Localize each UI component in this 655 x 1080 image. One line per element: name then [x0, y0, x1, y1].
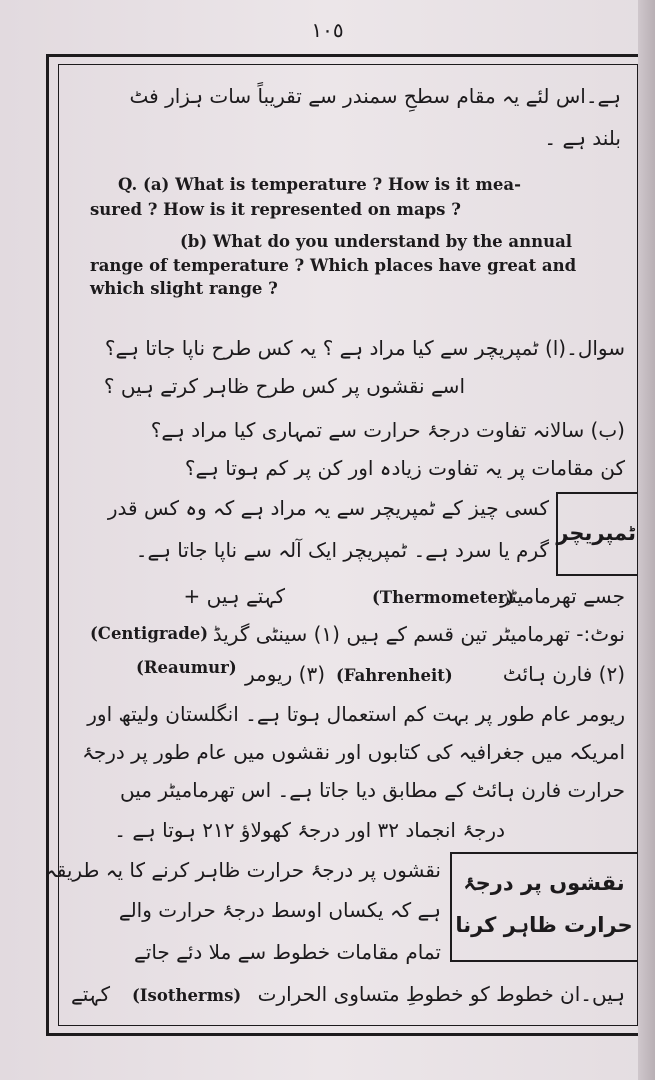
- maps-box-top: [450, 852, 638, 854]
- maps-heading-line-2: حرارت ظاہر کرنا: [455, 913, 633, 937]
- note-line-3: ریومر عام طور پر بہت کم استعمال ہوتا ہے۔ انگلستان ولیتھ اور: [87, 702, 625, 726]
- note-line-1: نوٹ:- تھرمامیٹر تین قسم کے ہیں (۱) سینٹی گریڈ: [212, 622, 625, 646]
- question-urdu-line-4: کن مقامات پر یہ تفاوت زیادہ اور کن پر کم ہوتا ہے؟: [184, 456, 625, 480]
- temperature-line-3-urdu: جسے تھرمامیٹر: [500, 584, 625, 608]
- question-english-line-5: which slight range ?: [90, 279, 278, 298]
- question-urdu-line-1: سوال۔(ا) ٹمپریچر سے کیا مراد ہے ؟ یہ کس طرح ناپا جاتا ہے؟: [104, 336, 625, 360]
- maps-line-4: ہیں۔ان خطوط کو خطوطِ متساوی الحرارت: [257, 982, 625, 1006]
- maps-line-2: ہے کہ یکساں اوسط درجۂ حرارت والے: [118, 898, 441, 922]
- maps-heading-line-1: نقشوں پر درجۂ: [463, 871, 625, 895]
- maps-line-4-end: کہتے: [71, 982, 110, 1006]
- temperature-line-2: گرم یا سرد ہے۔ ٹمپریچر ایک آلہ سے ناپا جاتا ہے۔: [135, 538, 549, 562]
- temperature-box-top: [556, 492, 638, 494]
- maps-line-3: تمام مقامات خطوط سے ملا دئے جاتے: [134, 940, 441, 964]
- question-english-line-1: Q. (a) What is temperature ? How is it mea-: [118, 175, 521, 194]
- page-edge: [638, 0, 655, 1080]
- question-urdu-line-3: (ب) سالانہ تفاوت درجۂ حرارت سے تمہاری کیا مراد ہے؟: [150, 418, 625, 442]
- top-urdu-line-2: بلند ہے ۔: [544, 126, 621, 150]
- question-urdu-line-2: اسے نقشوں پر کس طرح ظاہر کرتے ہیں ؟: [103, 374, 465, 398]
- fahrenheit-english: (Fahrenheit): [336, 666, 453, 685]
- page-number: ١٠٥: [311, 18, 344, 42]
- temperature-heading: ٹمپریچر: [556, 521, 636, 545]
- temperature-line-3-end: کہتے ہیں +: [183, 584, 285, 608]
- thermometer-english: (Thermometer): [372, 588, 515, 607]
- maps-line-1: نقشوں پر درجۂ حرارت ظاہر کرنے کا یہ طریقہ: [45, 858, 441, 882]
- question-english-line-2: sured ? How is it represented on maps ?: [90, 200, 461, 219]
- note-line-6: درجۂ انجماد ۳۲ اور درجۂ کھولاؤ ۲۱۲ ہوتا ہے ۔: [114, 818, 505, 842]
- note-line-5: حرارت فارن ہائٹ کے مطابق دیا جاتا ہے۔ اس تھرمامیٹر میں: [120, 778, 625, 802]
- maps-box-bottom: [450, 960, 638, 962]
- question-english-line-4: range of temperature ? Which places have great and: [90, 256, 577, 275]
- note-line-2-fahrenheit-urdu: (۲) فارن ہائٹ: [502, 662, 625, 686]
- temperature-box-bottom: [556, 574, 638, 576]
- top-urdu-line-1: ہے۔اس لئے یہ مقام سطحِ سمندر سے تقریباً سات ہزار فٹ: [129, 84, 621, 108]
- centigrade-english: (Centigrade): [90, 624, 209, 643]
- question-english-line-3: (b) What do you understand by the annual: [180, 232, 573, 251]
- note-line-4: امریکہ میں جغرافیہ کی کتابوں اور نقشوں میں عام طور پر درجۂ: [82, 740, 625, 764]
- reaumur-english: (Reaumur): [136, 658, 237, 677]
- isotherms-english: (Isotherms): [132, 986, 242, 1005]
- note-line-2-reaumur-urdu: (۳) ریومر: [244, 662, 325, 686]
- temperature-line-1: کسی چیز کے ٹمپریچر سے یہ مراد ہے کہ وہ کس قدر: [107, 496, 549, 520]
